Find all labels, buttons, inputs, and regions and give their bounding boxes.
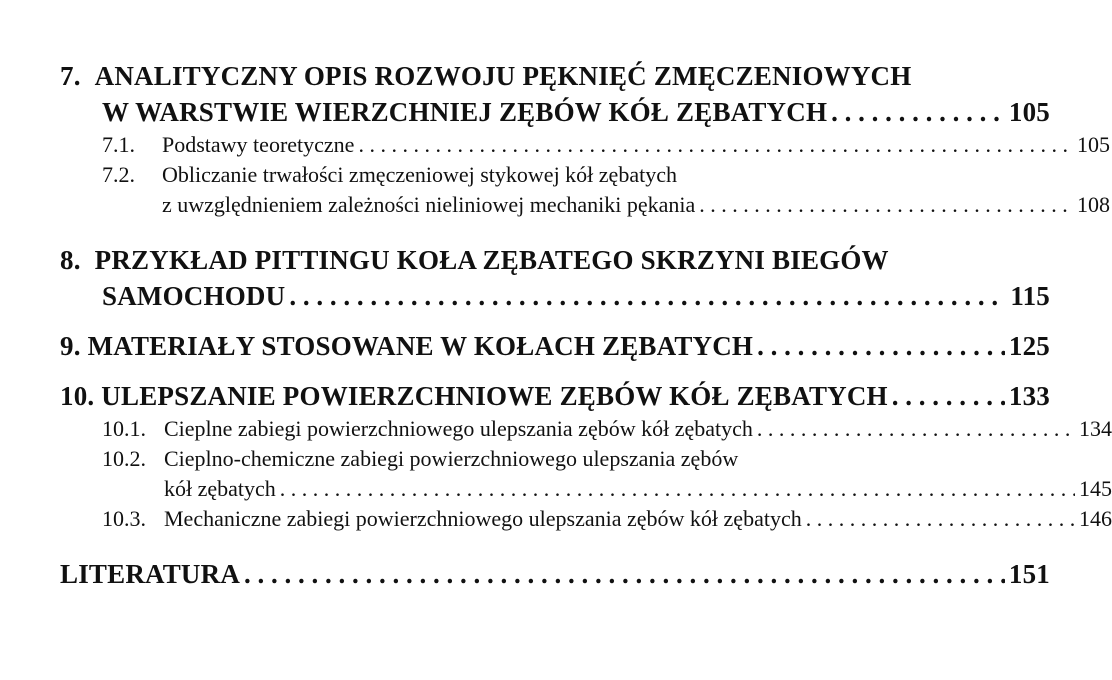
page-number: 125 bbox=[1008, 331, 1050, 361]
chapter-title-line2: SAMOCHODU bbox=[102, 281, 286, 311]
toc-section-10-2 bbox=[60, 444, 1112, 504]
leader-dots bbox=[358, 130, 1073, 160]
page-number: 145 bbox=[1079, 476, 1112, 501]
leader-dots bbox=[244, 556, 1005, 592]
chapter-number: 8. bbox=[60, 245, 81, 275]
leader-dots bbox=[757, 328, 1005, 364]
section-title: Cieplne zabiegi powierzchniowego ulepszania zębów kół zębatych bbox=[164, 416, 753, 441]
page-number: 115 bbox=[1010, 281, 1050, 311]
leader-dots bbox=[289, 278, 1006, 314]
leader-dots bbox=[699, 190, 1073, 220]
section-number: 10.1. bbox=[102, 416, 146, 441]
page-number: 105 bbox=[1077, 132, 1110, 157]
section-number: 10.3. bbox=[102, 506, 146, 531]
chapter-title-line1: PRZYKŁAD PITTINGU KOŁA ZĘBATEGO SKRZYNI BIEGÓW bbox=[94, 245, 889, 275]
toc-literatura bbox=[60, 556, 1050, 592]
leader-dots bbox=[892, 378, 1005, 414]
leader-dots bbox=[831, 94, 1005, 130]
table-of-contents bbox=[60, 58, 1112, 592]
chapter-title-line1: ANALITYCZNY OPIS ROZWOJU PĘKNIĘĆ ZMĘCZENIOWYCH bbox=[94, 61, 912, 91]
leader-dots bbox=[806, 504, 1075, 534]
chapter-title: 9. MATERIAŁY STOSOWANE W KOŁACH ZĘBATYCH bbox=[60, 331, 754, 361]
section-number: 10.2. bbox=[102, 446, 146, 471]
chapter-title: LITERATURA bbox=[60, 559, 241, 589]
chapter-title-line2: W WARSTWIE WIERZCHNIEJ ZĘBÓW KÓŁ ZĘBATYCH bbox=[102, 97, 828, 127]
toc-chapter-10 bbox=[60, 378, 1050, 414]
toc-chapter-9 bbox=[60, 328, 1050, 364]
section-title: Podstawy teoretyczne bbox=[162, 132, 355, 157]
toc-section-10-3 bbox=[60, 504, 1112, 534]
page-number: 134 bbox=[1079, 416, 1112, 441]
page-number: 133 bbox=[1008, 381, 1050, 411]
chapter-number: 7. bbox=[60, 61, 81, 91]
section-title: Mechaniczne zabiegi powierzchniowego ulepszania zębów kół zębatych bbox=[164, 506, 802, 531]
leader-dots bbox=[280, 474, 1075, 504]
section-title-line2: kół zębatych bbox=[164, 476, 276, 501]
section-title-line1: Obliczanie trwałości zmęczeniowej stykowej kół zębatych bbox=[162, 162, 677, 187]
toc-section-7-2 bbox=[60, 160, 1110, 220]
section-number: 7.1. bbox=[102, 132, 135, 157]
page-number: 151 bbox=[1008, 559, 1050, 589]
section-title-line2: z uwzględnieniem zależności nieliniowej mechaniki pękania bbox=[162, 192, 696, 217]
section-title-line1: Cieplno-chemiczne zabiegi powierzchniowego ulepszania zębów bbox=[164, 446, 739, 471]
toc-chapter-8 bbox=[60, 242, 1050, 314]
toc-chapter-7 bbox=[60, 58, 1050, 130]
section-number: 7.2. bbox=[102, 162, 135, 187]
toc-section-7-1 bbox=[60, 130, 1110, 160]
chapter-title: 10. ULEPSZANIE POWIERZCHNIOWE ZĘBÓW KÓŁ ZĘBATYCH bbox=[60, 381, 888, 411]
page-number: 108 bbox=[1077, 192, 1110, 217]
page-number: 146 bbox=[1079, 506, 1112, 531]
page-number: 105 bbox=[1008, 97, 1050, 127]
leader-dots bbox=[757, 414, 1075, 444]
toc-section-10-1 bbox=[60, 414, 1112, 444]
